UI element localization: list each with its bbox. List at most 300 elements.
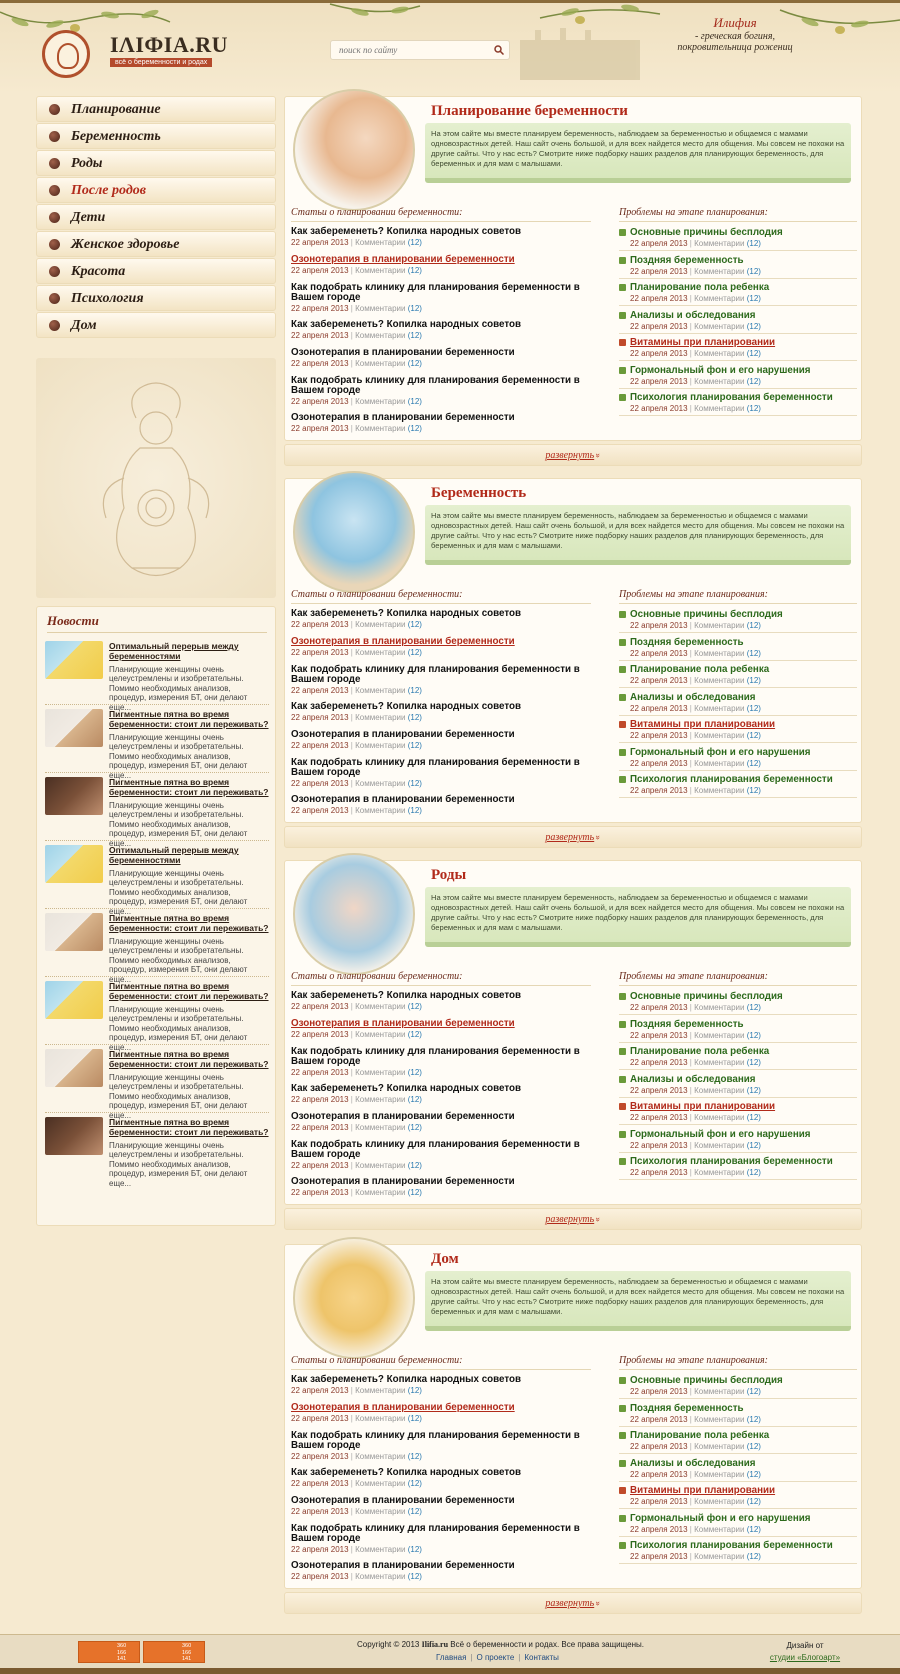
article-comments-label[interactable]: Комментарии bbox=[355, 1507, 406, 1516]
problem-comments-count[interactable]: (12) bbox=[746, 1552, 761, 1561]
article-comments-label[interactable]: Комментарии bbox=[355, 779, 406, 788]
article-link[interactable]: Озонотерапия в планировании беременности bbox=[291, 1176, 515, 1187]
section-title[interactable]: Планирование беременности bbox=[431, 103, 628, 119]
article-comments-count[interactable]: (12) bbox=[407, 713, 422, 722]
article-link[interactable]: Как подобрать клинику для планирования беременности в Вашем городе bbox=[291, 375, 580, 396]
nav-item-label: После родов bbox=[71, 183, 147, 198]
meta-separator: | bbox=[348, 620, 356, 629]
problem-link[interactable]: Поздняя беременность bbox=[619, 1403, 857, 1414]
article-comments-label[interactable]: Комментарии bbox=[355, 1095, 406, 1104]
nav-item-3[interactable] bbox=[36, 177, 276, 203]
article-comments-count[interactable]: (12) bbox=[407, 304, 422, 313]
article-meta bbox=[291, 1545, 591, 1554]
article-link[interactable]: Озонотерапия в планировании беременности bbox=[291, 347, 515, 358]
problem-comments-label[interactable]: Комментарии bbox=[694, 1085, 745, 1095]
problem-comments-label[interactable]: Комментарии bbox=[694, 294, 745, 303]
article-comments-count[interactable]: (12) bbox=[407, 238, 422, 247]
problem-comments-count[interactable]: (12) bbox=[746, 376, 761, 386]
article-comments-label[interactable]: Комментарии bbox=[355, 1452, 406, 1461]
article-item bbox=[291, 1561, 591, 1581]
nav-item-6[interactable] bbox=[36, 258, 276, 284]
problem-date: 22 апреля 2013 bbox=[630, 648, 688, 658]
problem-comments-label[interactable]: Комментарии bbox=[694, 703, 745, 713]
expand-button[interactable]: развернуть bbox=[545, 450, 595, 461]
article-meta bbox=[291, 779, 591, 788]
meta-separator: | bbox=[348, 1545, 356, 1554]
problem-link[interactable]: Планирование пола ребенка bbox=[619, 1046, 857, 1057]
footer-links bbox=[436, 1653, 559, 1662]
problem-comments-count[interactable]: (12) bbox=[746, 1168, 761, 1177]
article-date: 22 апреля 2013 bbox=[291, 686, 349, 695]
article-link[interactable]: Озонотерапия в планировании беременности bbox=[291, 794, 515, 805]
problem-link[interactable]: Гормональный фон и его нарушения bbox=[619, 1513, 857, 1524]
problem-comments-count[interactable]: (12) bbox=[746, 239, 761, 248]
problem-link[interactable]: Планирование пола ребенка bbox=[619, 1430, 857, 1441]
nav-item-1[interactable] bbox=[36, 123, 276, 149]
footer-link-home[interactable]: Главная bbox=[436, 1653, 467, 1662]
section-image bbox=[293, 89, 415, 211]
article-comments-label[interactable]: Комментарии bbox=[355, 713, 406, 722]
article-item bbox=[291, 1140, 591, 1170]
problem-comments-label[interactable]: Комментарии bbox=[694, 1524, 745, 1534]
article-comments-count[interactable]: (12) bbox=[407, 1123, 422, 1132]
article-link[interactable]: Как подобрать клинику для планирования беременности в Вашем городе bbox=[291, 282, 580, 303]
news-item-link[interactable]: Пигментные пятна во время беременности: стоит ли переживать? bbox=[109, 913, 269, 933]
problem-comments-count[interactable]: (12) bbox=[746, 1085, 761, 1095]
problem-link[interactable]: Витамины при планировании bbox=[619, 1485, 857, 1496]
problem-item bbox=[619, 719, 857, 743]
problem-comments-label[interactable]: Комментарии bbox=[694, 239, 745, 248]
news-divider bbox=[45, 976, 269, 977]
news-item-link[interactable]: Пигментные пятна во время беременности: стоит ли переживать? bbox=[109, 1049, 269, 1069]
problem-meta bbox=[619, 1086, 857, 1098]
problem-comments-label[interactable]: Комментарии bbox=[694, 1469, 745, 1479]
news-block bbox=[36, 606, 276, 1226]
article-comments-label[interactable]: Комментарии bbox=[355, 1572, 406, 1581]
chevron-down-icon[interactable]: » bbox=[593, 453, 603, 458]
news-item bbox=[45, 1049, 271, 1119]
news-thumbnail[interactable] bbox=[45, 1117, 103, 1155]
article-comments-count[interactable]: (12) bbox=[407, 806, 422, 815]
problem-link[interactable]: Анализы и обследования bbox=[619, 1074, 857, 1085]
counter-badge-2[interactable] bbox=[143, 1641, 205, 1663]
problem-link[interactable]: Гормональный фон и его нарушения bbox=[619, 365, 857, 376]
problem-comments-label[interactable]: Комментарии bbox=[694, 1058, 745, 1067]
article-item bbox=[291, 1019, 591, 1039]
problem-comments-count[interactable]: (12) bbox=[746, 621, 761, 630]
nav-item-2[interactable] bbox=[36, 150, 276, 176]
news-thumbnail[interactable] bbox=[45, 845, 103, 883]
article-date: 22 апреля 2013 bbox=[291, 1479, 349, 1488]
problem-comments-label[interactable]: Комментарии bbox=[694, 731, 745, 740]
meta-separator: | bbox=[687, 1414, 695, 1424]
article-link[interactable]: Как забеременеть? Копилка народных советов bbox=[291, 608, 522, 619]
articles-heading: Статьи о планировании беременности: bbox=[291, 589, 591, 604]
problem-comments-count[interactable]: (12) bbox=[746, 1058, 761, 1067]
meta-separator: | bbox=[687, 1524, 695, 1534]
article-link[interactable]: Озонотерапия в планировании беременности bbox=[291, 1495, 515, 1506]
article-link[interactable]: Как подобрать клинику для планирования беременности в Вашем городе bbox=[291, 1523, 580, 1544]
section-image bbox=[293, 1237, 415, 1359]
news-item-link[interactable]: Пигментные пятна во время беременности: стоит ли переживать? bbox=[109, 1117, 269, 1137]
problem-link[interactable]: Психология планирования беременности bbox=[619, 392, 857, 403]
article-comments-count[interactable]: (12) bbox=[407, 1188, 422, 1197]
article-comments-label[interactable]: Комментарии bbox=[355, 1386, 406, 1395]
goddess-illustration bbox=[36, 358, 276, 598]
news-item-excerpt: Планирующие женщины очень целеустремлены и изобретательны. Помимо необходимых анализов, процедур, измерения БТ, они делают еще... bbox=[109, 1073, 248, 1120]
meta-separator: | bbox=[687, 1469, 695, 1479]
problem-comments-count[interactable]: (12) bbox=[746, 1414, 761, 1424]
article-link[interactable]: Как забеременеть? Копилка народных советов bbox=[291, 990, 522, 1001]
expand-button[interactable]: развернуть bbox=[545, 832, 595, 843]
article-date: 22 апреля 2013 bbox=[291, 779, 349, 788]
problem-link[interactable]: Гормональный фон и его нарушения bbox=[619, 1129, 857, 1140]
article-item bbox=[291, 1468, 591, 1488]
problem-item bbox=[619, 1403, 857, 1427]
problem-comments-count[interactable]: (12) bbox=[746, 1140, 761, 1150]
section-title[interactable]: Дом bbox=[431, 1251, 459, 1267]
meta-separator: | bbox=[348, 1123, 356, 1132]
problem-link[interactable]: Основные причины бесплодия bbox=[619, 991, 857, 1002]
article-link[interactable]: Как подобрать клинику для планирования беременности в Вашем городе bbox=[291, 664, 580, 685]
article-comments-label[interactable]: Комментарии bbox=[355, 331, 406, 340]
article-date: 22 апреля 2013 bbox=[291, 397, 349, 406]
problem-link[interactable]: Витамины при планировании bbox=[619, 337, 857, 348]
article-link[interactable]: Озонотерапия в планировании беременности bbox=[291, 1018, 515, 1029]
problem-comments-count[interactable]: (12) bbox=[746, 294, 761, 303]
nav-bullet-icon bbox=[49, 104, 60, 115]
news-item-excerpt: Планирующие женщины очень целеустремлены и изобретательны. Помимо необходимых анализов, процедур, измерения БТ, они делают еще... bbox=[109, 733, 248, 780]
nav-item-0[interactable] bbox=[36, 96, 276, 122]
news-thumbnail[interactable] bbox=[45, 709, 103, 747]
problem-link[interactable]: Поздняя беременность bbox=[619, 637, 857, 648]
footer-link-contacts[interactable]: Контакты bbox=[524, 1653, 559, 1662]
problem-comments-label[interactable]: Комментарии bbox=[694, 1442, 745, 1451]
problem-comments-label[interactable]: Комментарии bbox=[694, 1497, 745, 1506]
problem-link[interactable]: Психология планирования беременности bbox=[619, 774, 857, 785]
article-meta bbox=[291, 806, 591, 815]
article-item bbox=[291, 376, 591, 406]
problem-link[interactable]: Анализы и обследования bbox=[619, 692, 857, 703]
article-link[interactable]: Озонотерапия в планировании беременности bbox=[291, 1402, 515, 1413]
article-link[interactable]: Как забеременеть? Копилка народных советов bbox=[291, 701, 522, 712]
article-comments-label[interactable]: Комментарии bbox=[355, 1068, 406, 1077]
article-comments-label[interactable]: Комментарии bbox=[355, 806, 406, 815]
article-comments-label[interactable]: Комментарии bbox=[355, 359, 406, 368]
article-link[interactable]: Как подобрать клинику для планирования беременности в Вашем городе bbox=[291, 1430, 580, 1451]
article-meta bbox=[291, 741, 591, 750]
problem-link[interactable]: Планирование пола ребенка bbox=[619, 282, 857, 293]
article-comments-count[interactable]: (12) bbox=[407, 1068, 422, 1077]
news-thumbnail[interactable] bbox=[45, 641, 103, 679]
news-item-link[interactable]: Пигментные пятна во время беременности: стоит ли переживать? bbox=[109, 777, 269, 797]
problem-comments-count[interactable]: (12) bbox=[746, 1030, 761, 1040]
article-date: 22 апреля 2013 bbox=[291, 238, 349, 247]
news-item-link[interactable]: Оптимальный перерыв между беременностями bbox=[109, 845, 239, 865]
problem-link[interactable]: Основные причины бесплодия bbox=[619, 1375, 857, 1386]
article-comments-count[interactable]: (12) bbox=[407, 397, 422, 406]
problem-comments-label[interactable]: Комментарии bbox=[694, 376, 745, 386]
problem-item bbox=[619, 609, 857, 633]
section-title[interactable]: Роды bbox=[431, 867, 467, 883]
problem-link[interactable]: Психология планирования беременности bbox=[619, 1540, 857, 1551]
problem-comments-label[interactable]: Комментарии bbox=[694, 349, 745, 358]
problem-comments-label[interactable]: Комментарии bbox=[694, 1552, 745, 1561]
article-comments-label[interactable]: Комментарии bbox=[355, 1123, 406, 1132]
article-link[interactable]: Озонотерапия в планировании беременности bbox=[291, 729, 515, 740]
expand-button[interactable]: развернуть bbox=[545, 1598, 595, 1609]
article-date: 22 апреля 2013 bbox=[291, 713, 349, 722]
article-link[interactable]: Как подобрать клинику для планирования беременности в Вашем городе bbox=[291, 757, 580, 778]
article-comments-count[interactable]: (12) bbox=[407, 331, 422, 340]
problem-comments-label[interactable]: Комментарии bbox=[694, 648, 745, 658]
article-comments-label[interactable]: Комментарии bbox=[355, 648, 406, 657]
problem-comments-label[interactable]: Комментарии bbox=[694, 621, 745, 630]
article-meta bbox=[291, 713, 591, 722]
scroll-title: Илифия bbox=[713, 15, 757, 30]
problem-comments-label[interactable]: Комментарии bbox=[694, 321, 745, 331]
problem-comments-count[interactable]: (12) bbox=[746, 349, 761, 358]
problem-link[interactable]: Психология планирования беременности bbox=[619, 1156, 857, 1167]
section-intro: На этом сайте мы вместе планируем беременность, наблюдаем за беременностью и общаемся с мамами одновозрастных детей. Наш сайт очень большой, и для всех найдется место для общения. Мы совсем не похожи на другие сайты. Что у нас есть? Смотрите ниже подборку наших разделов для планирующих беременность, для беременных и для мам с малышами. bbox=[425, 1271, 851, 1331]
article-comments-label[interactable]: Комментарии bbox=[355, 620, 406, 629]
nav-item-5[interactable] bbox=[36, 231, 276, 257]
chevron-down-icon[interactable]: » bbox=[593, 1217, 603, 1222]
article-item bbox=[291, 1431, 591, 1461]
article-comments-label[interactable]: Комментарии bbox=[355, 1002, 406, 1011]
meta-separator: | bbox=[687, 786, 695, 795]
article-comments-label[interactable]: Комментарии bbox=[355, 686, 406, 695]
news-thumbnail[interactable] bbox=[45, 777, 103, 815]
article-comments-label[interactable]: Комментарии bbox=[355, 1414, 406, 1423]
footer-link-about[interactable]: О проекте bbox=[476, 1653, 515, 1662]
problem-comments-count[interactable]: (12) bbox=[746, 266, 761, 276]
news-thumbnail[interactable] bbox=[45, 981, 103, 1019]
problem-item bbox=[619, 1458, 857, 1482]
article-comments-label[interactable]: Комментарии bbox=[355, 238, 406, 247]
meta-separator: | bbox=[687, 376, 695, 386]
article-link[interactable]: Как подобрать клинику для планирования беременности в Вашем городе bbox=[291, 1046, 580, 1067]
search-icon bbox=[494, 45, 504, 55]
chevron-down-icon[interactable]: » bbox=[593, 1601, 603, 1606]
problem-comments-label[interactable]: Комментарии bbox=[694, 786, 745, 795]
article-comments-label[interactable]: Комментарии bbox=[355, 397, 406, 406]
article-comments-count[interactable]: (12) bbox=[407, 266, 422, 275]
article-comments-count[interactable]: (12) bbox=[407, 686, 422, 695]
articles-heading: Статьи о планировании беременности: bbox=[291, 1355, 591, 1370]
news-item-excerpt: Планирующие женщины очень целеустремлены и изобретательны. Помимо необходимых анализов, процедур, измерения БТ, они делают еще... bbox=[109, 869, 248, 916]
meta-separator: | bbox=[348, 1095, 356, 1104]
news-thumbnail[interactable] bbox=[45, 1049, 103, 1087]
article-comments-count[interactable]: (12) bbox=[407, 1386, 422, 1395]
problem-comments-count[interactable]: (12) bbox=[746, 676, 761, 685]
problem-comments-label[interactable]: Комментарии bbox=[694, 1140, 745, 1150]
problem-link[interactable]: Поздняя беременность bbox=[619, 255, 857, 266]
problem-link[interactable]: Поздняя беременность bbox=[619, 1019, 857, 1030]
article-comments-count[interactable]: (12) bbox=[407, 779, 422, 788]
article-item bbox=[291, 991, 591, 1011]
problem-comments-count[interactable]: (12) bbox=[746, 648, 761, 658]
article-comments-count[interactable]: (12) bbox=[407, 1030, 422, 1039]
article-link[interactable]: Как забеременеть? Копилка народных советов bbox=[291, 1374, 522, 1385]
article-link[interactable]: Как забеременеть? Копилка народных советов bbox=[291, 1467, 522, 1478]
news-item-excerpt: Планирующие женщины очень целеустремлены и изобретательны. Помимо необходимых анализов, процедур, измерения БТ, они делают еще... bbox=[109, 937, 248, 984]
design-studio-link[interactable]: студии «Блогоарт» bbox=[769, 1653, 841, 1662]
expand-button[interactable]: развернуть bbox=[545, 1214, 595, 1225]
problem-date: 22 апреля 2013 bbox=[630, 1442, 688, 1451]
article-comments-label[interactable]: Комментарии bbox=[355, 424, 406, 433]
article-date: 22 апреля 2013 bbox=[291, 1507, 349, 1516]
article-comments-count[interactable]: (12) bbox=[407, 1545, 422, 1554]
nav-item-4[interactable] bbox=[36, 204, 276, 230]
news-title: Новости bbox=[47, 613, 99, 628]
problem-meta bbox=[619, 1387, 857, 1399]
article-comments-label[interactable]: Комментарии bbox=[355, 741, 406, 750]
problem-comments-label[interactable]: Комментарии bbox=[694, 1030, 745, 1040]
article-comments-label[interactable]: Комментарии bbox=[355, 1545, 406, 1554]
article-comments-label[interactable]: Комментарии bbox=[355, 1161, 406, 1170]
article-comments-count[interactable]: (12) bbox=[407, 424, 422, 433]
chevron-down-icon[interactable]: » bbox=[593, 835, 603, 840]
nav-item-7[interactable] bbox=[36, 285, 276, 311]
article-comments-count[interactable]: (12) bbox=[407, 1095, 422, 1104]
article-comments-label[interactable]: Комментарии bbox=[355, 266, 406, 275]
article-link[interactable]: Как забеременеть? Копилка народных советов bbox=[291, 1083, 522, 1094]
article-comments-count[interactable]: (12) bbox=[407, 648, 422, 657]
article-comments-count[interactable]: (12) bbox=[407, 1479, 422, 1488]
meta-separator: | bbox=[348, 1479, 356, 1488]
problem-link[interactable]: Основные причины бесплодия bbox=[619, 227, 857, 238]
problem-comments-label[interactable]: Комментарии bbox=[694, 1003, 745, 1012]
news-item bbox=[45, 777, 271, 847]
problem-comments-count[interactable]: (12) bbox=[746, 786, 761, 795]
article-date: 22 апреля 2013 bbox=[291, 806, 349, 815]
article-meta bbox=[291, 359, 591, 368]
problem-link[interactable]: Анализы и обследования bbox=[619, 310, 857, 321]
article-comments-count[interactable]: (12) bbox=[407, 1414, 422, 1423]
footer-link-separator: | bbox=[518, 1653, 521, 1662]
news-item-link[interactable]: Оптимальный перерыв между беременностями bbox=[109, 641, 239, 661]
article-comments-count[interactable]: (12) bbox=[407, 1507, 422, 1516]
article-comments-label[interactable]: Комментарии bbox=[355, 1030, 406, 1039]
problem-date: 22 апреля 2013 bbox=[630, 703, 688, 713]
article-comments-label[interactable]: Комментарии bbox=[355, 304, 406, 313]
article-comments-label[interactable]: Комментарии bbox=[355, 1479, 406, 1488]
section-title[interactable]: Беременность bbox=[431, 485, 527, 501]
problem-link[interactable]: Основные причины бесплодия bbox=[619, 609, 857, 620]
problem-item bbox=[619, 1430, 857, 1454]
problem-comments-label[interactable]: Комментарии bbox=[694, 266, 745, 276]
search-button[interactable] bbox=[492, 43, 506, 57]
problem-link[interactable]: Витамины при планировании bbox=[619, 719, 857, 730]
problem-comments-count[interactable]: (12) bbox=[746, 1387, 761, 1396]
article-comments-count[interactable]: (12) bbox=[407, 1452, 422, 1461]
logo-emblem-icon bbox=[42, 30, 90, 78]
search-input[interactable] bbox=[331, 41, 486, 59]
meta-separator: | bbox=[348, 238, 356, 247]
problem-item bbox=[619, 1513, 857, 1537]
problem-comments-count[interactable]: (12) bbox=[746, 404, 761, 413]
news-thumbnail[interactable] bbox=[45, 913, 103, 951]
article-comments-label[interactable]: Комментарии bbox=[355, 1188, 406, 1197]
article-date: 22 апреля 2013 bbox=[291, 1095, 349, 1104]
news-item-link[interactable]: Пигментные пятна во время беременности: стоит ли переживать? bbox=[109, 981, 269, 1001]
problem-comments-label[interactable]: Комментарии bbox=[694, 1168, 745, 1177]
article-link[interactable]: Как забеременеть? Копилка народных советов bbox=[291, 319, 522, 330]
meta-separator: | bbox=[687, 349, 695, 358]
article-meta bbox=[291, 648, 591, 657]
problem-meta bbox=[619, 1525, 857, 1537]
problem-comments-label[interactable]: Комментарии bbox=[694, 1414, 745, 1424]
article-comments-count[interactable]: (12) bbox=[407, 1572, 422, 1581]
news-item-link[interactable]: Пигментные пятна во время беременности: стоит ли переживать? bbox=[109, 709, 269, 729]
problem-comments-count[interactable]: (12) bbox=[746, 321, 761, 331]
problem-comments-count[interactable]: (12) bbox=[746, 731, 761, 740]
article-date: 22 апреля 2013 bbox=[291, 304, 349, 313]
article-comments-count[interactable]: (12) bbox=[407, 1002, 422, 1011]
article-comments-count[interactable]: (12) bbox=[407, 620, 422, 629]
article-link[interactable]: Озонотерапия в планировании беременности bbox=[291, 254, 515, 265]
article-link[interactable]: Озонотерапия в планировании беременности bbox=[291, 636, 515, 647]
problem-comments-count[interactable]: (12) bbox=[746, 1003, 761, 1012]
section-2 bbox=[284, 860, 862, 1205]
problem-link[interactable]: Гормональный фон и его нарушения bbox=[619, 747, 857, 758]
problem-link[interactable]: Анализы и обследования bbox=[619, 1458, 857, 1469]
article-link[interactable]: Озонотерапия в планировании беременности bbox=[291, 412, 515, 423]
problem-comments-count[interactable]: (12) bbox=[746, 703, 761, 713]
problem-date: 22 апреля 2013 bbox=[630, 1497, 688, 1506]
problem-comments-label[interactable]: Комментарии bbox=[694, 404, 745, 413]
problem-link[interactable]: Витамины при планировании bbox=[619, 1101, 857, 1112]
problem-comments-label[interactable]: Комментарии bbox=[694, 758, 745, 768]
problem-comments-count[interactable]: (12) bbox=[746, 1524, 761, 1534]
problem-comments-label[interactable]: Комментарии bbox=[694, 1113, 745, 1122]
expand-bar bbox=[284, 444, 862, 466]
meta-separator: | bbox=[348, 359, 356, 368]
article-link[interactable]: Озонотерапия в планировании беременности bbox=[291, 1560, 515, 1571]
problem-comments-label[interactable]: Комментарии bbox=[694, 676, 745, 685]
problem-meta bbox=[619, 1497, 857, 1509]
design-label: Дизайн от bbox=[786, 1641, 824, 1650]
article-comments-count[interactable]: (12) bbox=[407, 359, 422, 368]
problem-comments-label[interactable]: Комментарии bbox=[694, 1387, 745, 1396]
problem-comments-count[interactable]: (12) bbox=[746, 758, 761, 768]
nav-item-8[interactable] bbox=[36, 312, 276, 338]
problem-comments-count[interactable]: (12) bbox=[746, 1497, 761, 1506]
article-comments-count[interactable]: (12) bbox=[407, 1161, 422, 1170]
problem-comments-count[interactable]: (12) bbox=[746, 1113, 761, 1122]
meta-separator: | bbox=[687, 758, 695, 768]
problems-heading: Проблемы на этапе планирования: bbox=[619, 971, 857, 986]
article-link[interactable]: Озонотерапия в планировании беременности bbox=[291, 1111, 515, 1122]
articles-heading: Статьи о планировании беременности: bbox=[291, 971, 591, 986]
article-comments-count[interactable]: (12) bbox=[407, 741, 422, 750]
article-link[interactable]: Как забеременеть? Копилка народных советов bbox=[291, 226, 522, 237]
problem-link[interactable]: Планирование пола ребенка bbox=[619, 664, 857, 675]
article-item bbox=[291, 283, 591, 313]
problem-comments-count[interactable]: (12) bbox=[746, 1469, 761, 1479]
news-divider bbox=[45, 772, 269, 773]
counter-values bbox=[117, 1643, 126, 1663]
meta-separator: | bbox=[687, 676, 695, 685]
article-link[interactable]: Как подобрать клинику для планирования беременности в Вашем городе bbox=[291, 1139, 580, 1160]
article-item bbox=[291, 702, 591, 722]
problem-comments-count[interactable]: (12) bbox=[746, 1442, 761, 1451]
problem-date: 22 апреля 2013 bbox=[630, 1058, 688, 1067]
site-logo[interactable] bbox=[42, 30, 232, 80]
counter-badge-1[interactable] bbox=[78, 1641, 140, 1663]
problem-meta bbox=[619, 786, 857, 798]
